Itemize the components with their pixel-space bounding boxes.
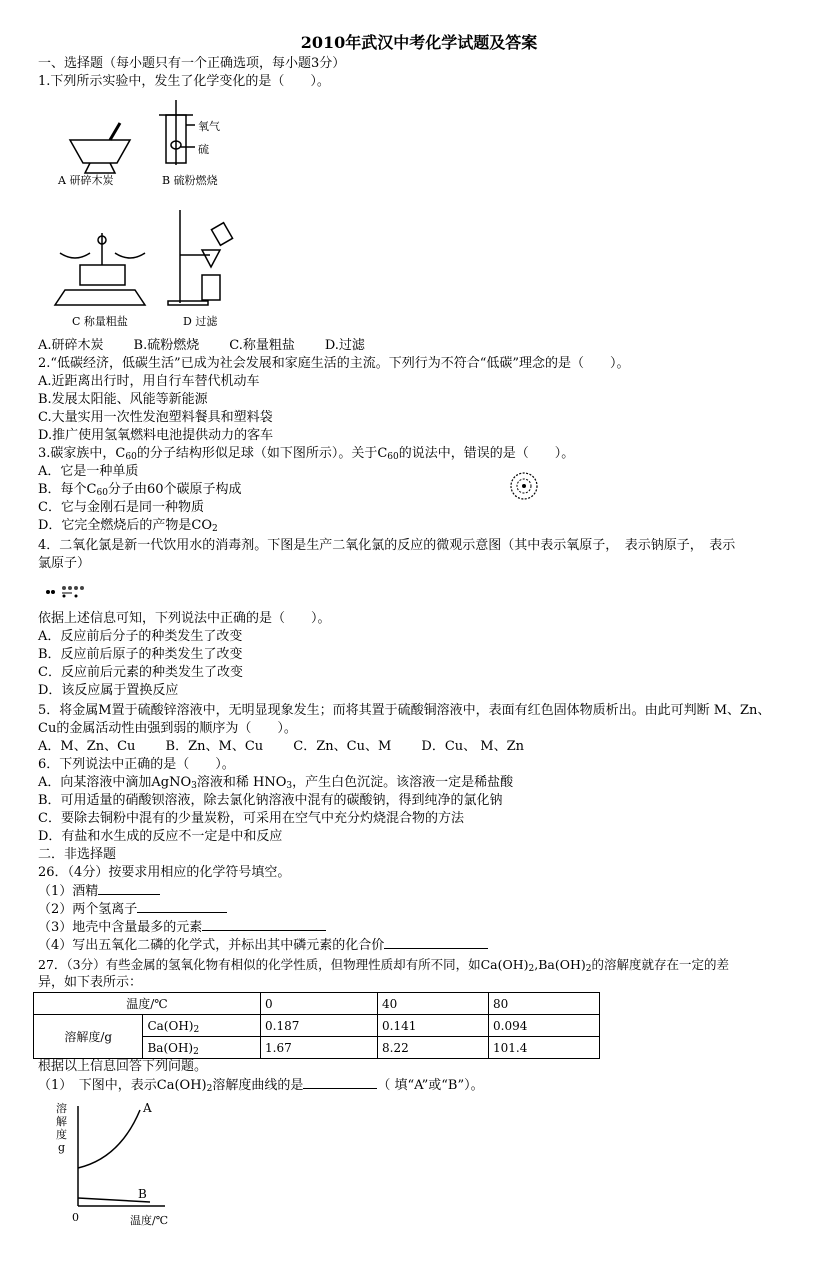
answer-blank[interactable] [303,1076,377,1089]
option-a: A.研碎木炭 [38,338,104,353]
label-oxygen: 氧气 [198,120,220,133]
q3-option-a: A．它是一种单质 [38,464,139,479]
section-heading: 一、选择题（每小题只有一个正确选项，每小题3分） [38,56,346,71]
option-d: D.过滤 [324,338,365,353]
figure-balance-filter [50,205,250,315]
q4-option-a: A．反应前后分子的种类发生了改变 [38,629,243,644]
question-26: 26．（4分）按要求用相应的化学符号填空。 [38,865,291,880]
q5-options: A．M、Zn、Cu B．Zn、M、Cu C．Zn、Cu、M D．Cu、 M、Zn [38,739,524,754]
caption-a: A 研碎木炭 [58,174,114,187]
question-27-cont: 异，如下表所示： [38,975,143,990]
header-solubility: 溶解度/g [34,1015,143,1059]
q4-option-d: D．该反应属于置换反应 [38,683,179,698]
answer-blank[interactable] [202,918,326,931]
q6-option-c: C．要除去铜粉中混有的少量炭粉，可采用在空气中充分灼烧混合物的方法 [38,811,464,826]
value-cell: 101.4 [489,1037,600,1059]
reaction-diagram [44,583,104,599]
value-cell: 0.094 [489,1015,600,1037]
section-heading-2: 二．非选择题 [38,847,117,862]
q3-option-c: C．它与金刚石是同一种物质 [38,500,204,515]
question-1-options [38,337,365,355]
curve-a-label: A [143,1101,152,1115]
value-cell: 8.22 [378,1037,489,1059]
y-label-1: 溶 [56,1102,67,1115]
origin-label: 0 [72,1211,79,1224]
question-27-prompt: 根据以上信息回答下列问题。 [38,1059,208,1074]
temp-cell: 40 [378,993,489,1015]
q2-option-c: C.大量实用一次性发泡塑料餐具和塑料袋 [38,410,273,425]
question-3: 3.碳家族中，$C_{60}$的分子结构形似足球（如下图所示）。关于$C_{60}$的说法中，错误的是（ ）。 [38,446,575,462]
question-27: 27．（3分）有些金属的氢氧化物有相似的化学性质，但物理性质却有所不同，如$Ca(OH)_2,Ba(OH)_2$的溶解度就存在一定的差 [38,957,730,974]
y-label-3: 度 [56,1128,67,1141]
c60-molecule-icon [506,468,542,502]
question-2: 2.“低碳经济，低碳生活”已成为社会发展和家庭生活的主流。下列行为不符合“低碳”理念的是（ ）。 [38,356,630,371]
mortar-icon [70,123,130,173]
y-label-4: g [58,1141,66,1154]
row-label-baoh2: $Ba(OH)_2$ [143,1037,261,1059]
curve-b-label: B [138,1187,147,1201]
question-4-cont: 氯原子） [38,556,91,571]
q4-option-c: C．反应前后元素的种类发生了改变 [38,665,243,680]
q6-option-a: A．向某溶液中滴加AgNO$_3$溶液和稀 $HNO_3$，产生白色沉淀。该溶液一定是稀盐酸 [38,775,514,791]
q3-option-d: D．它完全燃烧后的产物是$CO_2$ [38,518,218,534]
solubility-table [33,992,600,1059]
q26-item-4: （4）写出五氧化二磷的化学式，并标出其中磷元素的化合价 [38,936,488,955]
q26-item-3: （3）地壳中含量最多的元素 [38,918,326,937]
q4-option-b: B．反应前后原子的种类发生了改变 [38,647,243,662]
question-4: 4．二氧化氯是新一代饮用水的消毒剂。下图是生产二氧化氯的反应的微观示意图（其中表示氧原子， 表示钠原子， 表示 [38,538,736,553]
value-cell: 0.187 [261,1015,378,1037]
question-6: 6．下列说法中正确的是（ ）。 [38,757,235,772]
option-c: C.称量粗盐 [229,338,295,353]
temp-cell: 80 [489,993,600,1015]
q6-option-b: B．可用适量的硝酸钡溶液，除去氯化钠溶液中混有的碳酸钠，得到纯净的氯化钠 [38,793,503,808]
question-5: 5．将金属M置于硫酸锌溶液中，无明显现象发生；而将其置于硫酸铜溶液中，表面有红色固体物质析出。由此可判断 M、Zn、 [38,703,771,718]
value-cell: 0.141 [378,1015,489,1037]
caption-b: B 硫粉燃烧 [162,174,218,187]
value-cell: 1.67 [261,1037,378,1059]
label-sulfur: 硫 [198,143,209,156]
q2-option-d: D.推广使用氢氧燃料电池提供动力的客车 [38,428,274,443]
q6-option-d: D．有盐和水生成的反应不一定是中和反应 [38,829,283,844]
q2-option-b: B.发展太阳能、风能等新能源 [38,392,208,407]
header-temperature: 温度/℃ [34,993,261,1015]
answer-blank[interactable] [98,882,160,895]
y-label-2: 解 [56,1115,67,1128]
page-title: 2010年武汉中考化学试题及答案 [300,33,538,52]
q26-item-1: （1）酒精 [38,882,160,901]
x-axis-label: 温度/℃ [130,1214,169,1227]
filter-stand-icon [168,210,233,305]
caption-d: D 过滤 [183,315,218,328]
row-label-caoh2: $Ca(OH)_2$ [143,1015,261,1037]
q3-option-b: B．每个$C_{60}$分子由60个碳原子构成 [38,482,242,498]
q27-sub-1: （1） 下图中，表示$Ca(OH)_2$溶解度曲线的是 （ 填“A”或“B”）。 [38,1078,484,1094]
caption-c: C 称量粗盐 [72,315,128,328]
question-1: 1.下列所示实验中，发生了化学变化的是（ ）。 [38,74,330,89]
question-4-prompt: 依据上述信息可知，下列说法中正确的是（ ）。 [38,611,331,626]
q26-item-2: （2）两个氢离子 [38,900,227,919]
temp-cell: 0 [261,993,378,1015]
question-5-cont: Cu的金属活动性由强到弱的顺序为（ ）。 [38,721,297,736]
solubility-graph [50,1098,200,1228]
option-b: B.硫粉燃烧 [133,338,200,353]
q2-option-a: A.近距离出行时，用自行车替代机动车 [38,374,260,389]
answer-blank[interactable] [137,900,227,913]
answer-blank[interactable] [384,936,488,949]
balance-icon [55,233,145,305]
curve-a [78,1110,140,1168]
combustion-flask-icon [159,100,195,165]
